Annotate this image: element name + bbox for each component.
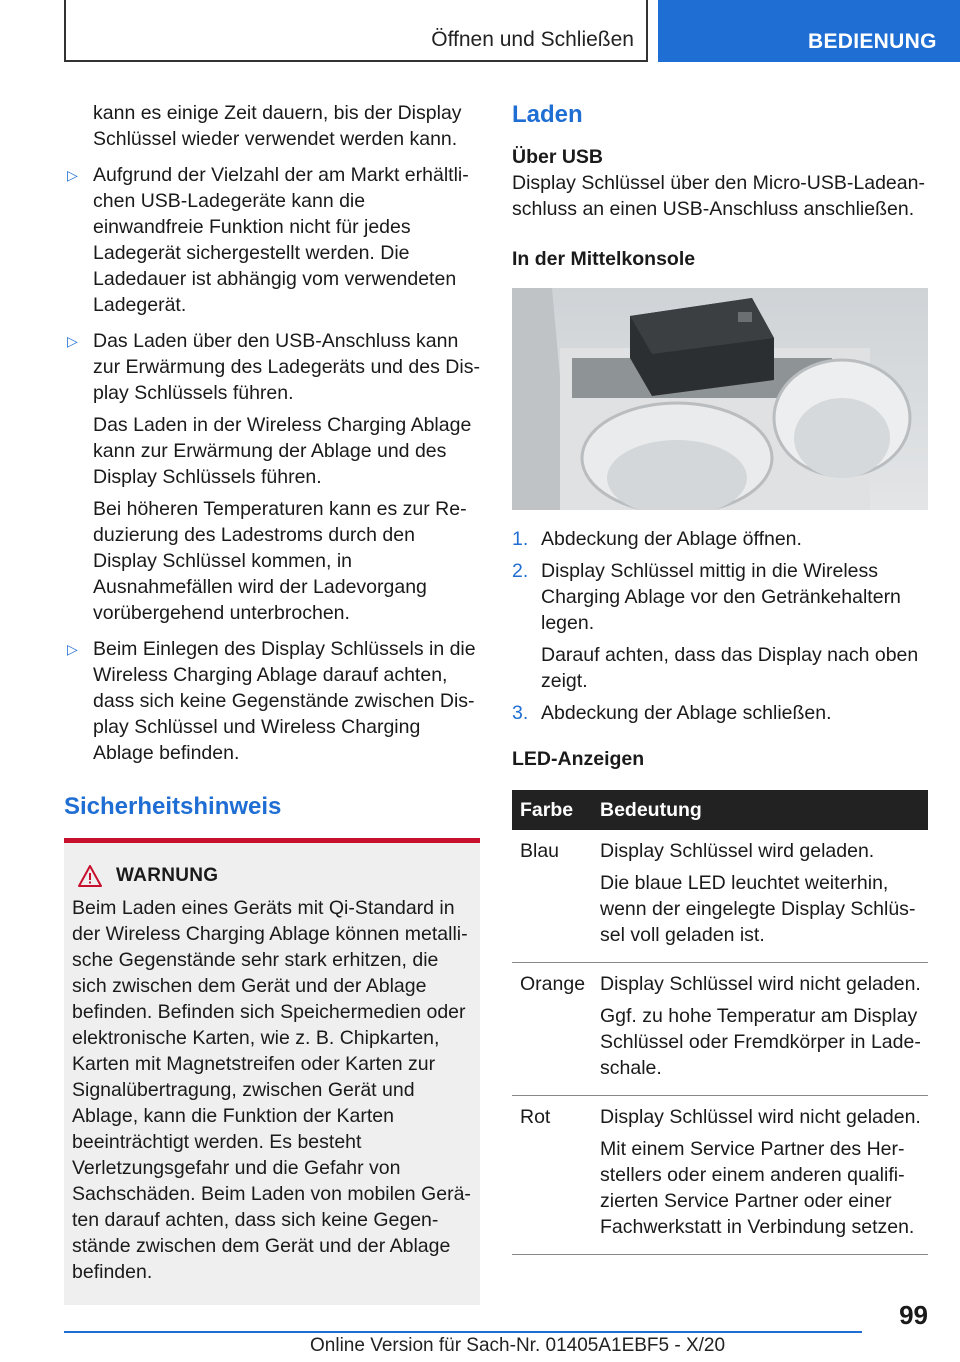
header-section-tab [64, 0, 648, 62]
meaning-line: Display Schlüssel wird geladen. [600, 840, 875, 862]
section-heading: Laden [512, 101, 583, 128]
right-column [512, 100, 928, 1255]
warning-title-row [72, 863, 472, 889]
meaning-cell [592, 830, 928, 963]
color-cell: Rot [512, 1096, 592, 1255]
table-row [512, 963, 928, 1096]
bullet-text: Das Laden in der Wireless Charging Ablage kann zur Erwärmung der Ablage und des Display Schlüssels führen. [93, 414, 472, 488]
bullet-triangle-icon: ▷ [67, 167, 78, 183]
step-text: Abdeckung der Ablage öffnen. [541, 528, 802, 550]
step-text: Display Schlüssel mittig in die Wireless Charging Ablage vor den Getränkehaltern legen. [541, 560, 901, 634]
table-header-row [512, 790, 928, 830]
color-cell: Orange [512, 963, 592, 1096]
step-text: Abdeckung der Ablage schließen. [541, 702, 832, 724]
table-row [512, 830, 928, 963]
continued-paragraph: kann es einige Zeit dauern, bis der Display Schlüssel wieder verwendet werden kann. [93, 102, 462, 150]
steps-list [512, 526, 928, 726]
column-header: Farbe [512, 790, 592, 830]
bullet-item [64, 636, 480, 766]
step-number: 3. [512, 702, 529, 724]
bullet-text: Das Laden über den USB-Anschluss kann zur Erwärmung des Ladegeräts und des Display Schlüssels führen. [93, 330, 480, 404]
header-chapter-title: BEDIENUNG [808, 30, 937, 53]
console-illustration [512, 288, 928, 510]
bullet-item [64, 162, 480, 318]
step-number: 2. [512, 560, 529, 582]
warning-box [64, 838, 480, 1305]
console-photo [512, 288, 928, 510]
bullet-triangle-icon: ▷ [67, 641, 78, 657]
meaning-detail: Die blaue LED leuchtet weiterhin, wenn der eingelegte Display Schlüssel voll geladen ist. [600, 872, 916, 946]
step-number: 1. [512, 528, 529, 550]
bullet-text: Aufgrund der Vielzahl der am Markt erhältlichen USB-Ladegeräte kann die einwandfreie Funktion nicht für jedes Ladegerät sichergestellt werden. Die Ladedauer ist abhängig vom verwendeten Ladegerät. [93, 164, 469, 316]
step-item [512, 700, 928, 726]
meaning-detail: Mit einem Service Partner des Herstellers oder einem anderen qualifizierten Service Partner oder einer Fachwerkstatt in Verbindung setzen. [600, 1138, 915, 1238]
header-chapter-tab [658, 0, 960, 62]
step-item [512, 526, 928, 552]
meaning-cell [592, 1096, 928, 1255]
safety-heading: Sicherheitshinweis [64, 793, 282, 820]
bullet-text: Beim Einlegen des Display Schlüssels in die Wireless Charging Ablage darauf achten, dass sich keine Gegenstände zwischen Display Schlüssel und Wireless Charging Ablage befinden. [93, 638, 476, 764]
console-heading: In der Mittelkonsole [512, 248, 696, 270]
left-column [64, 100, 480, 1305]
bullet-text: Bei höheren Temperaturen kann es zur Reduzierung des Ladestroms durch den Display Schlüssel kommen, in Ausnahmefällen wird der Ladevorgang vorübergehend unterbrochen. [93, 498, 467, 624]
footer-divider [64, 1331, 862, 1333]
bullet-item [64, 328, 480, 626]
step-note: Darauf achten, dass das Display nach oben zeigt. [541, 644, 919, 692]
meaning-line: Display Schlüssel wird nicht geladen. [600, 1106, 921, 1128]
meaning-line: Display Schlüssel wird nicht geladen. [600, 973, 921, 995]
header-section-title: Öffnen und Schließen [431, 28, 634, 51]
column-header: Bedeutung [592, 790, 928, 830]
usb-text: Display Schlüssel über den Micro-USB-Ladeanschluss an einen USB-Anschluss anschließen. [512, 172, 925, 220]
footer-text: Online Version für Sach-Nr. 01405A1EBF5 - X/20 [310, 1335, 726, 1356]
usb-heading: Über USB [512, 146, 604, 168]
page-number: 99 [899, 1300, 928, 1330]
meaning-detail: Ggf. zu hohe Temperatur am Display Schlüssel oder Fremdkörper in Ladeschale. [600, 1005, 921, 1079]
bullet-triangle-icon: ▷ [67, 333, 78, 349]
warning-triangle-icon [78, 865, 102, 887]
color-cell: Blau [512, 830, 592, 963]
led-heading: LED-Anzeigen [512, 748, 645, 770]
step-item [512, 558, 928, 694]
led-table [512, 790, 928, 1255]
table-row [512, 1096, 928, 1255]
warning-title: WARNUNG [116, 865, 219, 886]
meaning-cell [592, 963, 928, 1096]
warning-text: Beim Laden eines Geräts mit Qi-Standard in der Wireless Charging Ablage können metallische Gegenstände sehr stark erhitzen, die sich zwischen dem Gerät und der Ablage befinden. Befinden sich Speichermedien oder elektronische Karten, wie z. B. Chipkarten, Karten mit Magnetstreifen oder Karten zur Signalübertragung, zwischen Gerät und Ablage, kann die Funktion der Karten beeinträchtigt werden. Es besteht Verletzungsgefahr und die Gefahr von Sachschäden. Beim Laden von mobilen Geräten darauf achten, dass sich keine Gegenstände zwischen dem Gerät und der Ablage befinden. [72, 897, 471, 1283]
